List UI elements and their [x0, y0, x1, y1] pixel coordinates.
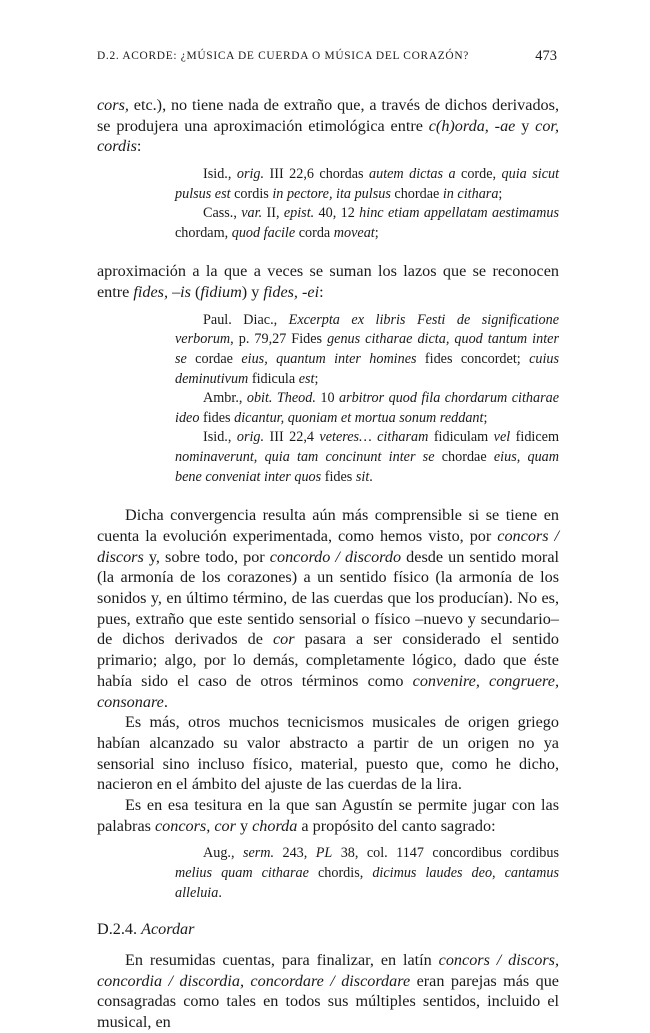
italic-text: cors, — [97, 96, 129, 114]
italic-text: est — [298, 370, 315, 387]
paragraph: aproximación a la que a veces se suman los lazos que se reconocen entre fides, –is (fidium) y fides, -ei: — [97, 262, 559, 302]
italic-text: PL — [315, 845, 333, 862]
italic-text: fidium — [200, 283, 242, 302]
italic-text: quod facile — [231, 224, 296, 241]
italic-text: obit. Theod. — [246, 390, 316, 407]
body-text — [97, 95, 559, 1033]
italic-text: concors, cor — [154, 816, 236, 835]
italic-text: orig. — [236, 166, 265, 183]
quote-entry: Isid., orig. III 22,6 chordas autem dictas a corde, quia sicut pulsus est cordis in pectore, ita pulsus chordae in cithara; — [175, 166, 560, 202]
italic-text: dicimus laudes deo, cantamus alleluia — [175, 865, 559, 901]
italic-text: in cithara — [442, 185, 499, 202]
italic-text: orig. — [236, 429, 265, 446]
italic-text: veteres… citharam — [319, 429, 429, 446]
italic-text: autem dictas a — [369, 166, 456, 183]
italic-text: fides, –is — [133, 283, 191, 302]
paragraph: cors, etc.), no tiene nada de extraño que, a través de dichos derivados, se produjera una aproximación etimológica entre c(h)orda, -ae y cor, cordis: — [97, 96, 559, 156]
italic-text: concordo / discordo — [269, 547, 402, 566]
italic-text: chorda — [252, 816, 298, 835]
page-number: 473 — [535, 48, 557, 64]
section-number: D.2.4. — [97, 920, 142, 939]
italic-text: fides, -ei — [263, 283, 320, 302]
italic-text: eius, quam bene conveniat inter quos — [175, 449, 560, 485]
italic-text: serm. — [242, 845, 275, 862]
paragraph: En resumidas cuentas, para finalizar, en latín concors / discors, concordia / discordia, concordare / discordare eran parejas más que consagradas como tales en todos sus múltiples sentidos, incluido el musical, en — [97, 950, 559, 1032]
italic-text: moveat — [333, 224, 375, 241]
italic-text: epist. — [283, 205, 315, 222]
block-quote — [175, 311, 559, 487]
italic-text: vel — [493, 429, 511, 446]
italic-text: dicantur, quoniam et mortua sonum reddant — [234, 409, 484, 426]
italic-text: Excerpta ex libris Festi de significatione verborum — [175, 311, 559, 348]
section-title: Acordar — [141, 920, 195, 939]
paragraph: Es más, otros muchos tecnicismos musicales de origen griego habían alcanzado su valor abstracto a partir de un origen no ya sensorial sino incluso físico, material, puesto que, como he dicho, nacieron en el ámbito del ajuste de las cuerdas de la lira. — [97, 713, 559, 794]
italic-text: eius, quantum inter homines — [241, 351, 417, 368]
quote-entry: Aug., serm. 243, PL 38, col. 1147 concordibus cordibus melius quam citharae chordis, dicimus laudes deo, cantamus alleluia. — [175, 845, 560, 901]
italic-text: c(h)orda, -ae — [428, 116, 516, 135]
quote-entry: Isid., orig. III 22,4 veteres… citharam fidiculam vel fidicem nominaverunt, quia tam concinunt inter se chordae eius, quam bene conveniat inter quos fides sit. — [175, 429, 560, 485]
italic-text: sit — [355, 468, 370, 485]
italic-text: genus citharae dicta, quod tantum inter se — [175, 331, 559, 368]
section-heading — [97, 919, 559, 940]
italic-text: hinc etiam appellatam aestimamus — [359, 205, 560, 222]
italic-text: cuius deminutivum — [175, 351, 560, 387]
quote-entry: Cass., var. II, epist. 40, 12 hinc etiam appellatam aestimamus chordam, quod facile corda moveat; — [175, 205, 560, 241]
italic-text: quia sicut pulsus est — [175, 166, 560, 202]
italic-text: cor — [273, 630, 295, 649]
italic-text: in pectore, ita pulsus — [272, 185, 391, 202]
italic-text: convenire, congruere, consonare — [97, 671, 559, 711]
block-quote — [175, 165, 559, 243]
italic-text: concors / discors, concordia / discordia, concordare / discordare — [97, 950, 559, 990]
quote-entry: Paul. Diac., Excerpta ex libris Festi de significatione verborum, p. 79,27 Fides genus citharae dicta, quod tantum inter se cordae eius, quantum inter homines fides concordet; cuius deminutivum fidicula est; — [175, 311, 560, 387]
italic-text: arbitror quod fila chordarum citharae ideo — [175, 390, 559, 426]
italic-text: nominaverunt, quia tam concinunt inter se — [175, 449, 435, 466]
italic-text: concors / discors — [97, 526, 559, 566]
paragraph: Dicha convergencia resulta aún más comprensible si se tiene en cuenta la evolución experimentada, como hemos visto, por concors / discors y, sobre todo, por concordo / discordo desde un sentido moral (la armonía de los corazones) a un sentido físico (la armonía de los sonidos y, en último término, de las cuerdas que los producían). No es, pues, extraño que este sentido sensorial o físico –nuevo y secundario– de dichos derivados de cor pasara a ser considerado el sentido primario; algo, por lo demás, completamente lógico, dado que éste había sido el caso de otros términos como convenire, congruere, consonare. — [97, 506, 560, 711]
italic-text: var. — [241, 205, 263, 222]
quote-entry: Ambr., obit. Theod. 10 arbitror quod fila chordarum citharae ideo fides dicantur, quoniam et mortua sonum reddant; — [175, 390, 559, 426]
italic-text: cor, cordis — [97, 116, 559, 156]
paragraph: Es en esa tesitura en la que san Agustín se permite jugar con las palabras concors, cor y chorda a propósito del canto sagrado: — [97, 796, 559, 835]
block-quote — [175, 844, 559, 903]
italic-text: melius quam citharae — [175, 865, 309, 882]
running-head: D.2. ACORDE: ¿MÚSICA DE CUERDA O MÚSICA DEL CORAZÓN? — [97, 50, 470, 62]
